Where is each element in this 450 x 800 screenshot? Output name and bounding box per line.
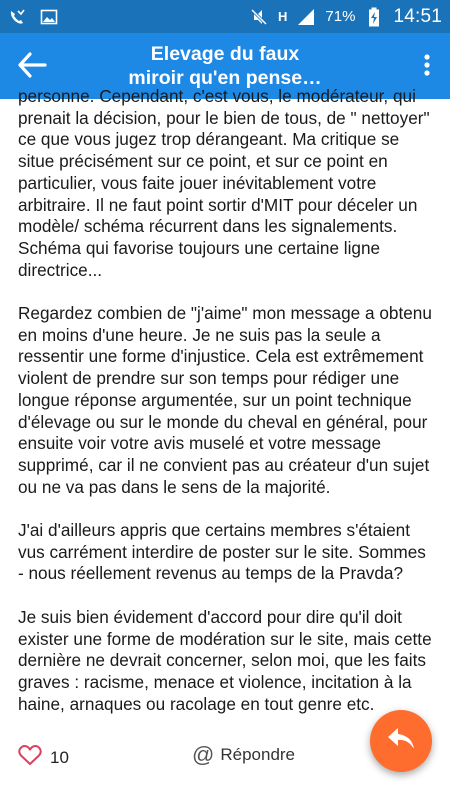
back-button[interactable] (12, 47, 52, 87)
status-time: 14:51 (393, 5, 442, 27)
like-count: 10 (50, 747, 69, 767)
status-bar (0, 0, 450, 33)
back-arrow-icon (17, 52, 47, 83)
post-content (0, 86, 450, 725)
battery-charging-icon (365, 8, 383, 26)
image-icon (40, 8, 58, 26)
reply-label: Répondre (220, 745, 296, 764)
post-paragraph: Regardez combien de "j'aime" mon message a obtenu en moins d'une heure. Je ne suis pas la seule a ressentir une forme d'injustice. Cela est extrêmement violent de prendre sur son temps pour rédiger une longue réponse argumentée, sur un point technique d'élevage ou sur le monde du cheval en général, pour ensuite voir votre avis muselé et votre message supprimé, car il ne convient pas au créateur d'un sujet ou ne va pas dans le sens de la majorité. (18, 303, 432, 497)
reply-button[interactable] (192, 744, 295, 766)
post-paragraph: J'ai d'ailleurs appris que certains membres s'étaient vus carrément interdire de poster sur le site. Sommes - nous réellement revenus au temps de la Pravda? (18, 520, 426, 584)
page-title (70, 42, 380, 90)
mute-icon (250, 8, 268, 26)
reply-arrow-icon (386, 726, 416, 757)
at-icon: @ (192, 742, 215, 767)
post-paragraph: Je suis bien évidement d'accord pour dire qu'il doit exister une forme de modération sur le site, mais cette dernière ne devrait concerner, selon moi, que les faits graves : racisme, menace et violence, incitation à la haine, arnaques ou racolage en tout genre etc. (18, 606, 432, 714)
missed-call-icon (8, 8, 26, 26)
battery-percent: 71% (325, 8, 356, 25)
post-body (18, 86, 436, 737)
network-type: H (278, 9, 288, 24)
signal-icon (297, 8, 315, 26)
status-left-icons (8, 8, 58, 26)
more-vert-icon (423, 53, 431, 82)
like-button[interactable] (18, 744, 69, 771)
post-paragraph: personne. Cependant, c'est vous, le modérateur, qui prenait la décision, pour le bien de tous, de " nettoyer" ce que vous jugez trop dérangeant. Ma critique se situe précisément sur ce point, et sur ce point en particulier, vous faite jouer inévitablement votre arbitraire. Il ne faut point sortir d'MIT pour déceler un modèle/ schéma récurrent dans les signalements. Schéma qui favorise toujours une certaine ligne directrice... (18, 86, 430, 280)
more-options-button[interactable] (412, 47, 442, 87)
page-title-line1: Elevage du faux (150, 43, 300, 65)
page-title-line2: miroir qu'en pense… (128, 67, 322, 89)
heart-icon (18, 744, 42, 771)
status-right-icons (250, 6, 442, 28)
reply-fab[interactable] (370, 710, 432, 772)
